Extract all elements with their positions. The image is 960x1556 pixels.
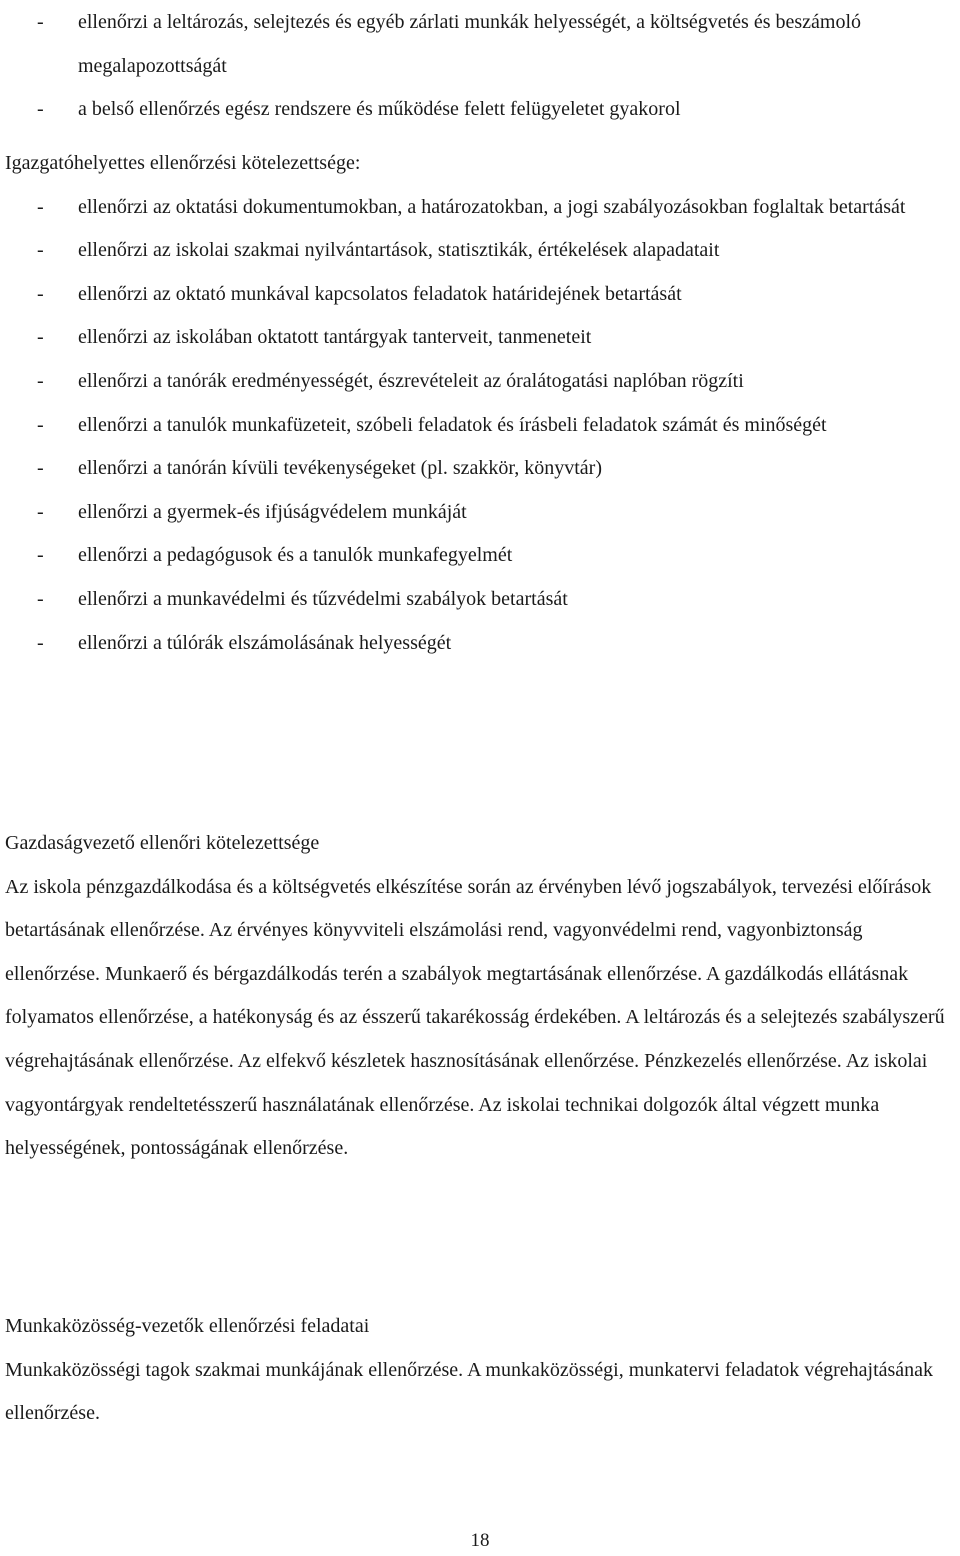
section-heading: Igazgatóhelyettes ellenőrzési kötelezettsége: xyxy=(5,152,361,174)
list-item xyxy=(0,447,960,491)
list-item xyxy=(0,360,960,404)
section-heading: Munkaközösség-vezetők ellenőrzési feladatai xyxy=(5,1315,370,1337)
section-body: Az iskola pénzgazdálkodása és a költségvetés elkészítése során az érvényben lévő jogszabályok, tervezési előírások betartásának ellenőrzése. Az érvényes könyvviteli elszámolási rend, vagyonvédelmi rend, vagyonbiztonság ellenőrzése. Munkaerő és bérgazdálkodás terén a szabályok megtartásának ellenőrzése. A gazdálkodás ellátásnak folyamatos ellenőrzése, a hatékonyság és az ésszerű takarékosság érdekében. A leltározás és a selejtezés szabályszerű végrehajtásának ellenőrzése. Az elfekvő készletek hasznosításának ellenőrzése. Pénzkezelés ellenőrzése. Az iskolai vagyontárgyak rendeltetésszerű használatának ellenőrzése. Az iskolai technikai dolgozók által végzett munka helyességének, pontosságának ellenőrzése. xyxy=(5,875,945,1160)
list-dash: - xyxy=(37,98,44,121)
list-dash: - xyxy=(37,282,44,305)
section-director-duties-continued xyxy=(0,1,960,132)
list-item-text: ellenőrzi a gyermek-és ifjúságvédelem munkáját xyxy=(78,500,467,523)
list-dash: - xyxy=(37,369,44,392)
section-heading: Gazdaságvezető ellenőri kötelezettsége xyxy=(5,832,320,854)
list-item xyxy=(0,273,960,317)
list-dash: - xyxy=(37,195,44,218)
list-dash: - xyxy=(37,11,44,33)
list-item-text: ellenőrzi a munkavédelmi és tűzvédelmi szabályok betartását xyxy=(78,587,568,610)
list-item-text: ellenőrzi a túlórák elszámolásának helyességét xyxy=(78,631,452,654)
list-item-text: ellenőrzi a tanórák eredményességét, észrevételeit az óralátogatási naplóban rögzíti xyxy=(78,369,744,392)
list-item-text: ellenőrzi az oktatási dokumentumokban, a határozatokban, a jogi szabályozásokban foglaltak betartását xyxy=(78,195,906,218)
list-item xyxy=(0,404,960,448)
list-item xyxy=(0,316,960,360)
section-body: Munkaközösségi tagok szakmai munkájának ellenőrzése. A munkaközösségi, munkatervi feladatok végrehajtásának ellenőrzése. xyxy=(5,1358,934,1425)
list-item xyxy=(0,491,960,535)
list-item xyxy=(0,578,960,622)
list-dash: - xyxy=(37,631,44,654)
page-number: 18 xyxy=(470,1530,490,1551)
section-finance-manager xyxy=(0,822,960,1171)
list-dash: - xyxy=(37,326,44,349)
list-item-text: ellenőrzi a tanórán kívüli tevékenységeket (pl. szakkör, könyvtár) xyxy=(78,457,603,480)
list-item xyxy=(0,229,960,273)
list-item xyxy=(0,186,960,230)
list-item xyxy=(0,622,960,666)
list-item xyxy=(0,88,960,132)
list-item-text: ellenőrzi a pedagógusok és a tanulók munkafegyelmét xyxy=(78,544,513,567)
list-item xyxy=(0,1,960,88)
list-dash: - xyxy=(37,457,44,480)
list-dash: - xyxy=(37,587,44,610)
list-dash: - xyxy=(37,500,44,523)
list-dash: - xyxy=(37,239,44,262)
list-item xyxy=(0,534,960,578)
list-item-text: ellenőrzi az iskolai szakmai nyilvántartások, statisztikák, értékelések alapadatait xyxy=(78,239,720,262)
list-dash: - xyxy=(37,544,44,567)
list-item-text: a belső ellenőrzés egész rendszere és működése felett felügyeletet gyakorol xyxy=(78,98,681,121)
list-item-text: ellenőrzi a tanulók munkafüzeteit, szóbeli feladatok és írásbeli feladatok számát és minőségét xyxy=(78,413,827,436)
section-working-group-leaders xyxy=(0,1305,960,1436)
list-item-text: ellenőrzi az iskolában oktatott tantárgyak tanterveit, tanmeneteit xyxy=(78,326,592,349)
section-deputy-director xyxy=(0,142,960,665)
list-item-text: ellenőrzi a leltározás, selejtezés és egyéb zárlati munkák helyességét, a költségvetés és beszámoló megalapozottságát xyxy=(78,11,862,77)
list-dash: - xyxy=(37,413,44,436)
list-item-text: ellenőrzi az oktató munkával kapcsolatos feladatok határidejének betartását xyxy=(78,282,682,305)
